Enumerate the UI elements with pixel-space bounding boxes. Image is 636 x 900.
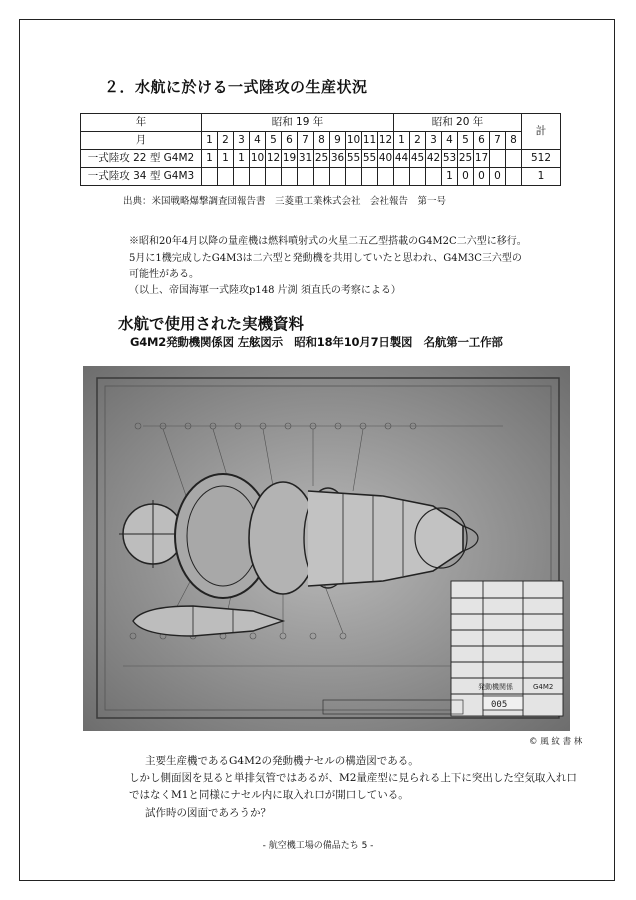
month-cell: 6 (282, 132, 298, 150)
production-table (80, 113, 561, 186)
value-cell (250, 168, 266, 186)
month-cell: 9 (330, 132, 346, 150)
value-cell (394, 168, 410, 186)
month-cell: 8 (314, 132, 330, 150)
material-title: 水航で使用された実機資料 (118, 315, 305, 333)
drawing-stamp: 005 (491, 700, 508, 710)
month-cell: 3 (426, 132, 442, 150)
copyright: © 風 紋 書 林 (529, 737, 583, 747)
row-label: 一式陸攻 22 型 G4M2 (81, 150, 202, 168)
month-cell: 5 (458, 132, 474, 150)
body-line: 試作時の図面であろうか？ (145, 807, 271, 819)
value-cell: 0 (474, 168, 490, 186)
value-cell (506, 150, 522, 168)
year-header: 年 (81, 114, 202, 132)
value-cell (218, 168, 234, 186)
total-cell: 1 (522, 168, 561, 186)
value-cell: 25 (458, 150, 474, 168)
body-line: しかし側面図を見ると単排気管ではあるが、M2量産型に見られる上下に突出した空気取入れ口 (129, 772, 577, 784)
value-cell (410, 168, 426, 186)
month-cell: 5 (266, 132, 282, 150)
value-cell: 25 (314, 150, 330, 168)
table-row (81, 150, 561, 168)
body-line: ではなくM1と同様にナセル内に取入れ口が開口している。 (129, 789, 409, 801)
value-cell (266, 168, 282, 186)
month-cell: 7 (490, 132, 506, 150)
total-header: 計 (522, 114, 561, 150)
year-1944-header: 昭和 19 年 (202, 114, 394, 132)
value-cell: 55 (346, 150, 362, 168)
value-cell (346, 168, 362, 186)
month-header: 月 (81, 132, 202, 150)
note-line: （以上、帝国海軍一式陸攻p148 片渕 須直氏の考察による） (129, 285, 401, 296)
month-cell: 3 (234, 132, 250, 150)
value-cell (298, 168, 314, 186)
table-source: 出典：米国戦略爆撃調査団報告書 三菱重工業株式会社 会社報告 第一号 (123, 196, 447, 207)
month-cell: 4 (442, 132, 458, 150)
value-cell: 1 (234, 150, 250, 168)
value-cell: 55 (362, 150, 378, 168)
value-cell: 44 (394, 150, 410, 168)
part-code: G4M2 (533, 683, 554, 691)
value-cell (282, 168, 298, 186)
table-row (81, 168, 561, 186)
note-line: 5月に1機完成したG4M3は二六型と発動機を共用していたと思われ、G4M3C三六型の (129, 253, 522, 264)
month-cell: 6 (474, 132, 490, 150)
value-cell (314, 168, 330, 186)
total-cell: 512 (522, 150, 561, 168)
month-cell: 10 (346, 132, 362, 150)
body-line: 主要生産機であるG4M2の発動機ナセルの構造図である。 (145, 755, 419, 767)
table-header-row-year (81, 114, 561, 132)
value-cell: 1 (218, 150, 234, 168)
month-cell: 2 (218, 132, 234, 150)
month-cell: 7 (298, 132, 314, 150)
note-line: ※昭和20年4月以降の量産機は燃料噴射式の火星二五乙型搭載のG4M2C二六型に移行。 (129, 236, 527, 247)
table-header-row-month (81, 132, 561, 150)
value-cell (202, 168, 218, 186)
value-cell: 31 (298, 150, 314, 168)
drawing-caption: G4M2発動機関係図 左舷図示 昭和18年10月7日製図 名航第一工作部 (130, 335, 503, 349)
value-cell: 12 (266, 150, 282, 168)
engine-drawing-photo (83, 366, 570, 731)
value-cell: 53 (442, 150, 458, 168)
month-cell: 1 (394, 132, 410, 150)
section-title: ２．水航に於ける一式陸攻の生産状況 (104, 78, 368, 96)
value-cell (234, 168, 250, 186)
block-label: 発動機関係 (478, 683, 513, 691)
value-cell (490, 150, 506, 168)
value-cell: 1 (202, 150, 218, 168)
month-cell: 1 (202, 132, 218, 150)
value-cell: 19 (282, 150, 298, 168)
note-line: 可能性がある。 (129, 269, 199, 280)
value-cell: 1 (442, 168, 458, 186)
value-cell: 17 (474, 150, 490, 168)
month-cell: 4 (250, 132, 266, 150)
row-label: 一式陸攻 34 型 G4M3 (81, 168, 202, 186)
value-cell: 10 (250, 150, 266, 168)
month-cell: 8 (506, 132, 522, 150)
month-cell: 11 (362, 132, 378, 150)
value-cell: 42 (426, 150, 442, 168)
year-1945-header: 昭和 20 年 (394, 114, 522, 132)
value-cell (330, 168, 346, 186)
page-footer: - 航空機工場の備品たち 5 - (262, 841, 374, 851)
value-cell (506, 168, 522, 186)
month-cell: 12 (378, 132, 394, 150)
value-cell (378, 168, 394, 186)
value-cell: 45 (410, 150, 426, 168)
value-cell: 0 (458, 168, 474, 186)
month-cell: 2 (410, 132, 426, 150)
value-cell (426, 168, 442, 186)
value-cell (362, 168, 378, 186)
engine-nacelle-blueprint (83, 366, 570, 731)
value-cell: 36 (330, 150, 346, 168)
value-cell: 40 (378, 150, 394, 168)
value-cell: 0 (490, 168, 506, 186)
